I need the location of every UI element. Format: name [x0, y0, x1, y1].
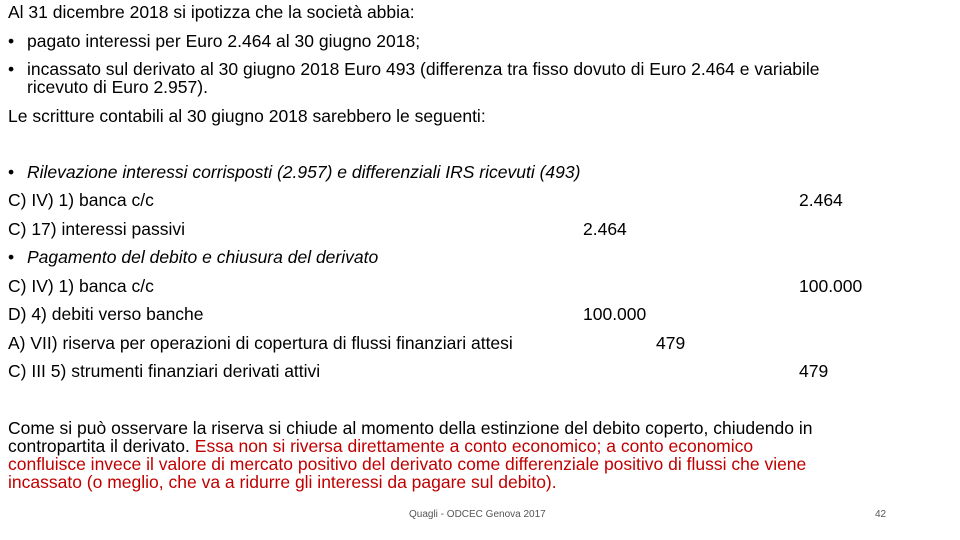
footer-source: Quagli - ODCEC Genova 2017: [409, 509, 546, 520]
bullet-symbol: •: [8, 247, 15, 267]
entry-label: C) IV) 1) banca c/c: [8, 276, 154, 296]
entry-label: C) IV) 1) banca c/c: [8, 190, 154, 210]
conclusion-line-1: Come si può osservare la riserva si chiude al momento della estinzione del debito coperto, chiudendo in: [8, 418, 813, 438]
conclusion-line-2: [8, 438, 753, 455]
entry-header-2: Pagamento del debito e chiusura del derivato: [27, 247, 379, 267]
debit-amount: 479: [656, 333, 686, 353]
entry-label: C) 17) interessi passivi: [8, 219, 185, 239]
intro-bullet-1: pagato interessi per Euro 2.464 al 30 giugno 2018;: [27, 31, 421, 51]
entry-label: C) III 5) strumenti finanziari derivati attivi: [8, 361, 321, 381]
bullet-symbol: •: [8, 162, 15, 182]
entry-label: D) 4) debiti verso banche: [8, 304, 204, 324]
credit-amount: 2.464: [799, 190, 843, 210]
credit-amount: 100.000: [799, 276, 863, 296]
conclusion-line-3: confluisce invece il valore di mercato positivo del derivato come differenziale positivo di flussi che viene: [8, 454, 807, 474]
intro-bullet-2a: incassato sul derivato al 30 giugno 2018 Euro 493 (differenza tra fisso dovuto di Euro 2.464 e variabile: [27, 59, 820, 79]
debit-amount: 100.000: [583, 304, 647, 324]
page-number: 42: [875, 509, 887, 520]
intro-bullet-2b: ricevuto di Euro 2.957).: [27, 77, 208, 97]
entry-label: A) VII) riserva per operazioni di copertura di flussi finanziari attesi: [8, 333, 513, 353]
bullet-symbol: •: [8, 59, 15, 79]
conclusion-line-4: incassato (o meglio, che va a ridurre gli interessi da pagare sul debito).: [8, 472, 557, 492]
conclusion-text-black: contropartita il derivato.: [8, 436, 190, 456]
entry-header-1: Rilevazione interessi corrisposti (2.957) e differenziali IRS ricevuti (493): [27, 162, 581, 182]
bullet-symbol: •: [8, 31, 15, 51]
conclusion-text-red: Essa non si riversa direttamente a conto economico; a conto economico: [189, 436, 754, 456]
credit-amount: 479: [799, 361, 829, 381]
intro-closing: Le scritture contabili al 30 giugno 2018 sarebbero le seguenti:: [8, 106, 486, 126]
intro-heading: Al 31 dicembre 2018 si ipotizza che la società abbia:: [8, 2, 415, 22]
debit-amount: 2.464: [583, 219, 627, 239]
